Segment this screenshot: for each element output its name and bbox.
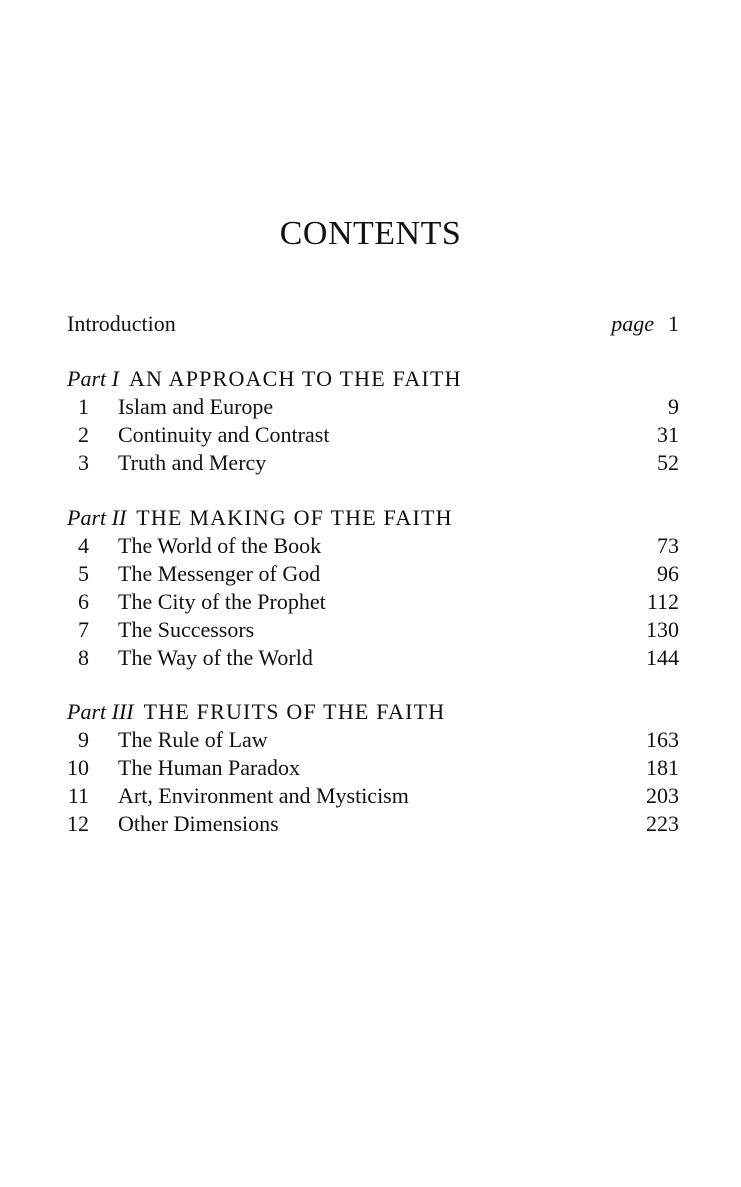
chapter-number: 10 [67, 755, 89, 780]
toc-entry-chapter-10[interactable] [67, 754, 679, 782]
chapter-page: 181 [646, 755, 679, 780]
chapter-page: 73 [657, 533, 679, 558]
chapter-title: The Successors [118, 617, 255, 642]
part-title: AN APPROACH TO THE FAITH [128, 366, 462, 391]
chapter-page: 163 [646, 727, 679, 752]
toc-entry-chapter-2[interactable] [67, 421, 679, 449]
chapter-page: 223 [646, 811, 679, 836]
chapter-title: Islam and Europe [118, 394, 274, 419]
chapter-page: 9 [668, 394, 679, 419]
chapter-page: 144 [646, 645, 679, 670]
toc-entry-chapter-11[interactable] [67, 782, 679, 810]
entry-page [611, 310, 679, 338]
chapter-number: 6 [78, 589, 89, 614]
part-label: Part I [67, 366, 119, 391]
chapter-page: 130 [646, 617, 679, 642]
chapter-number: 2 [78, 422, 89, 447]
chapter-title: Other Dimensions [118, 811, 279, 836]
part-label: Part III [67, 699, 134, 724]
toc-entry-chapter-4[interactable] [67, 532, 679, 560]
part-heading-3 [67, 698, 679, 726]
chapter-title: The Rule of Law [118, 727, 268, 752]
part-heading-1 [67, 365, 679, 393]
toc-entry-chapter-8[interactable] [67, 644, 679, 672]
chapter-title: The City of the Prophet [118, 589, 326, 614]
toc-entry-chapter-6[interactable] [67, 588, 679, 616]
chapter-title: The Human Paradox [118, 755, 301, 780]
chapter-page: 52 [657, 450, 679, 475]
entry-title: Introduction [67, 311, 176, 336]
part-title: THE FRUITS OF THE FAITH [143, 699, 446, 724]
chapter-title: Truth and Mercy [118, 450, 267, 475]
part-heading-2 [67, 504, 679, 532]
chapter-title: The World of the Book [118, 533, 322, 558]
toc-entry-introduction[interactable] [67, 310, 679, 338]
page-word-label: page [611, 311, 654, 336]
toc-entry-chapter-9[interactable] [67, 726, 679, 754]
chapter-number: 12 [67, 811, 89, 836]
part-label: Part II [67, 505, 127, 530]
chapter-number: 11 [67, 783, 89, 808]
chapter-title: The Messenger of God [118, 561, 321, 586]
page-number: 1 [668, 311, 679, 336]
chapter-page: 203 [646, 783, 679, 808]
chapter-title: Art, Environment and Mysticism [118, 783, 409, 808]
toc-entry-chapter-12[interactable] [67, 810, 679, 838]
page-title: CONTENTS [279, 215, 462, 252]
toc-entry-chapter-7[interactable] [67, 616, 679, 644]
chapter-number: 1 [78, 394, 89, 419]
chapter-number: 8 [78, 645, 89, 670]
chapter-page: 96 [657, 561, 679, 586]
chapter-number: 9 [78, 727, 89, 752]
toc-entry-chapter-5[interactable] [67, 560, 679, 588]
part-title: THE MAKING OF THE FAITH [136, 505, 453, 530]
chapter-number: 5 [78, 561, 89, 586]
chapter-title: Continuity and Contrast [118, 422, 330, 447]
chapter-number: 3 [78, 450, 89, 475]
chapter-number: 7 [78, 617, 89, 642]
chapter-title: The Way of the World [118, 645, 313, 670]
chapter-page: 31 [657, 422, 679, 447]
toc-entry-chapter-1[interactable] [67, 393, 679, 421]
toc-entry-chapter-3[interactable] [67, 449, 679, 477]
chapter-number: 4 [78, 533, 89, 558]
chapter-page: 112 [646, 589, 679, 614]
